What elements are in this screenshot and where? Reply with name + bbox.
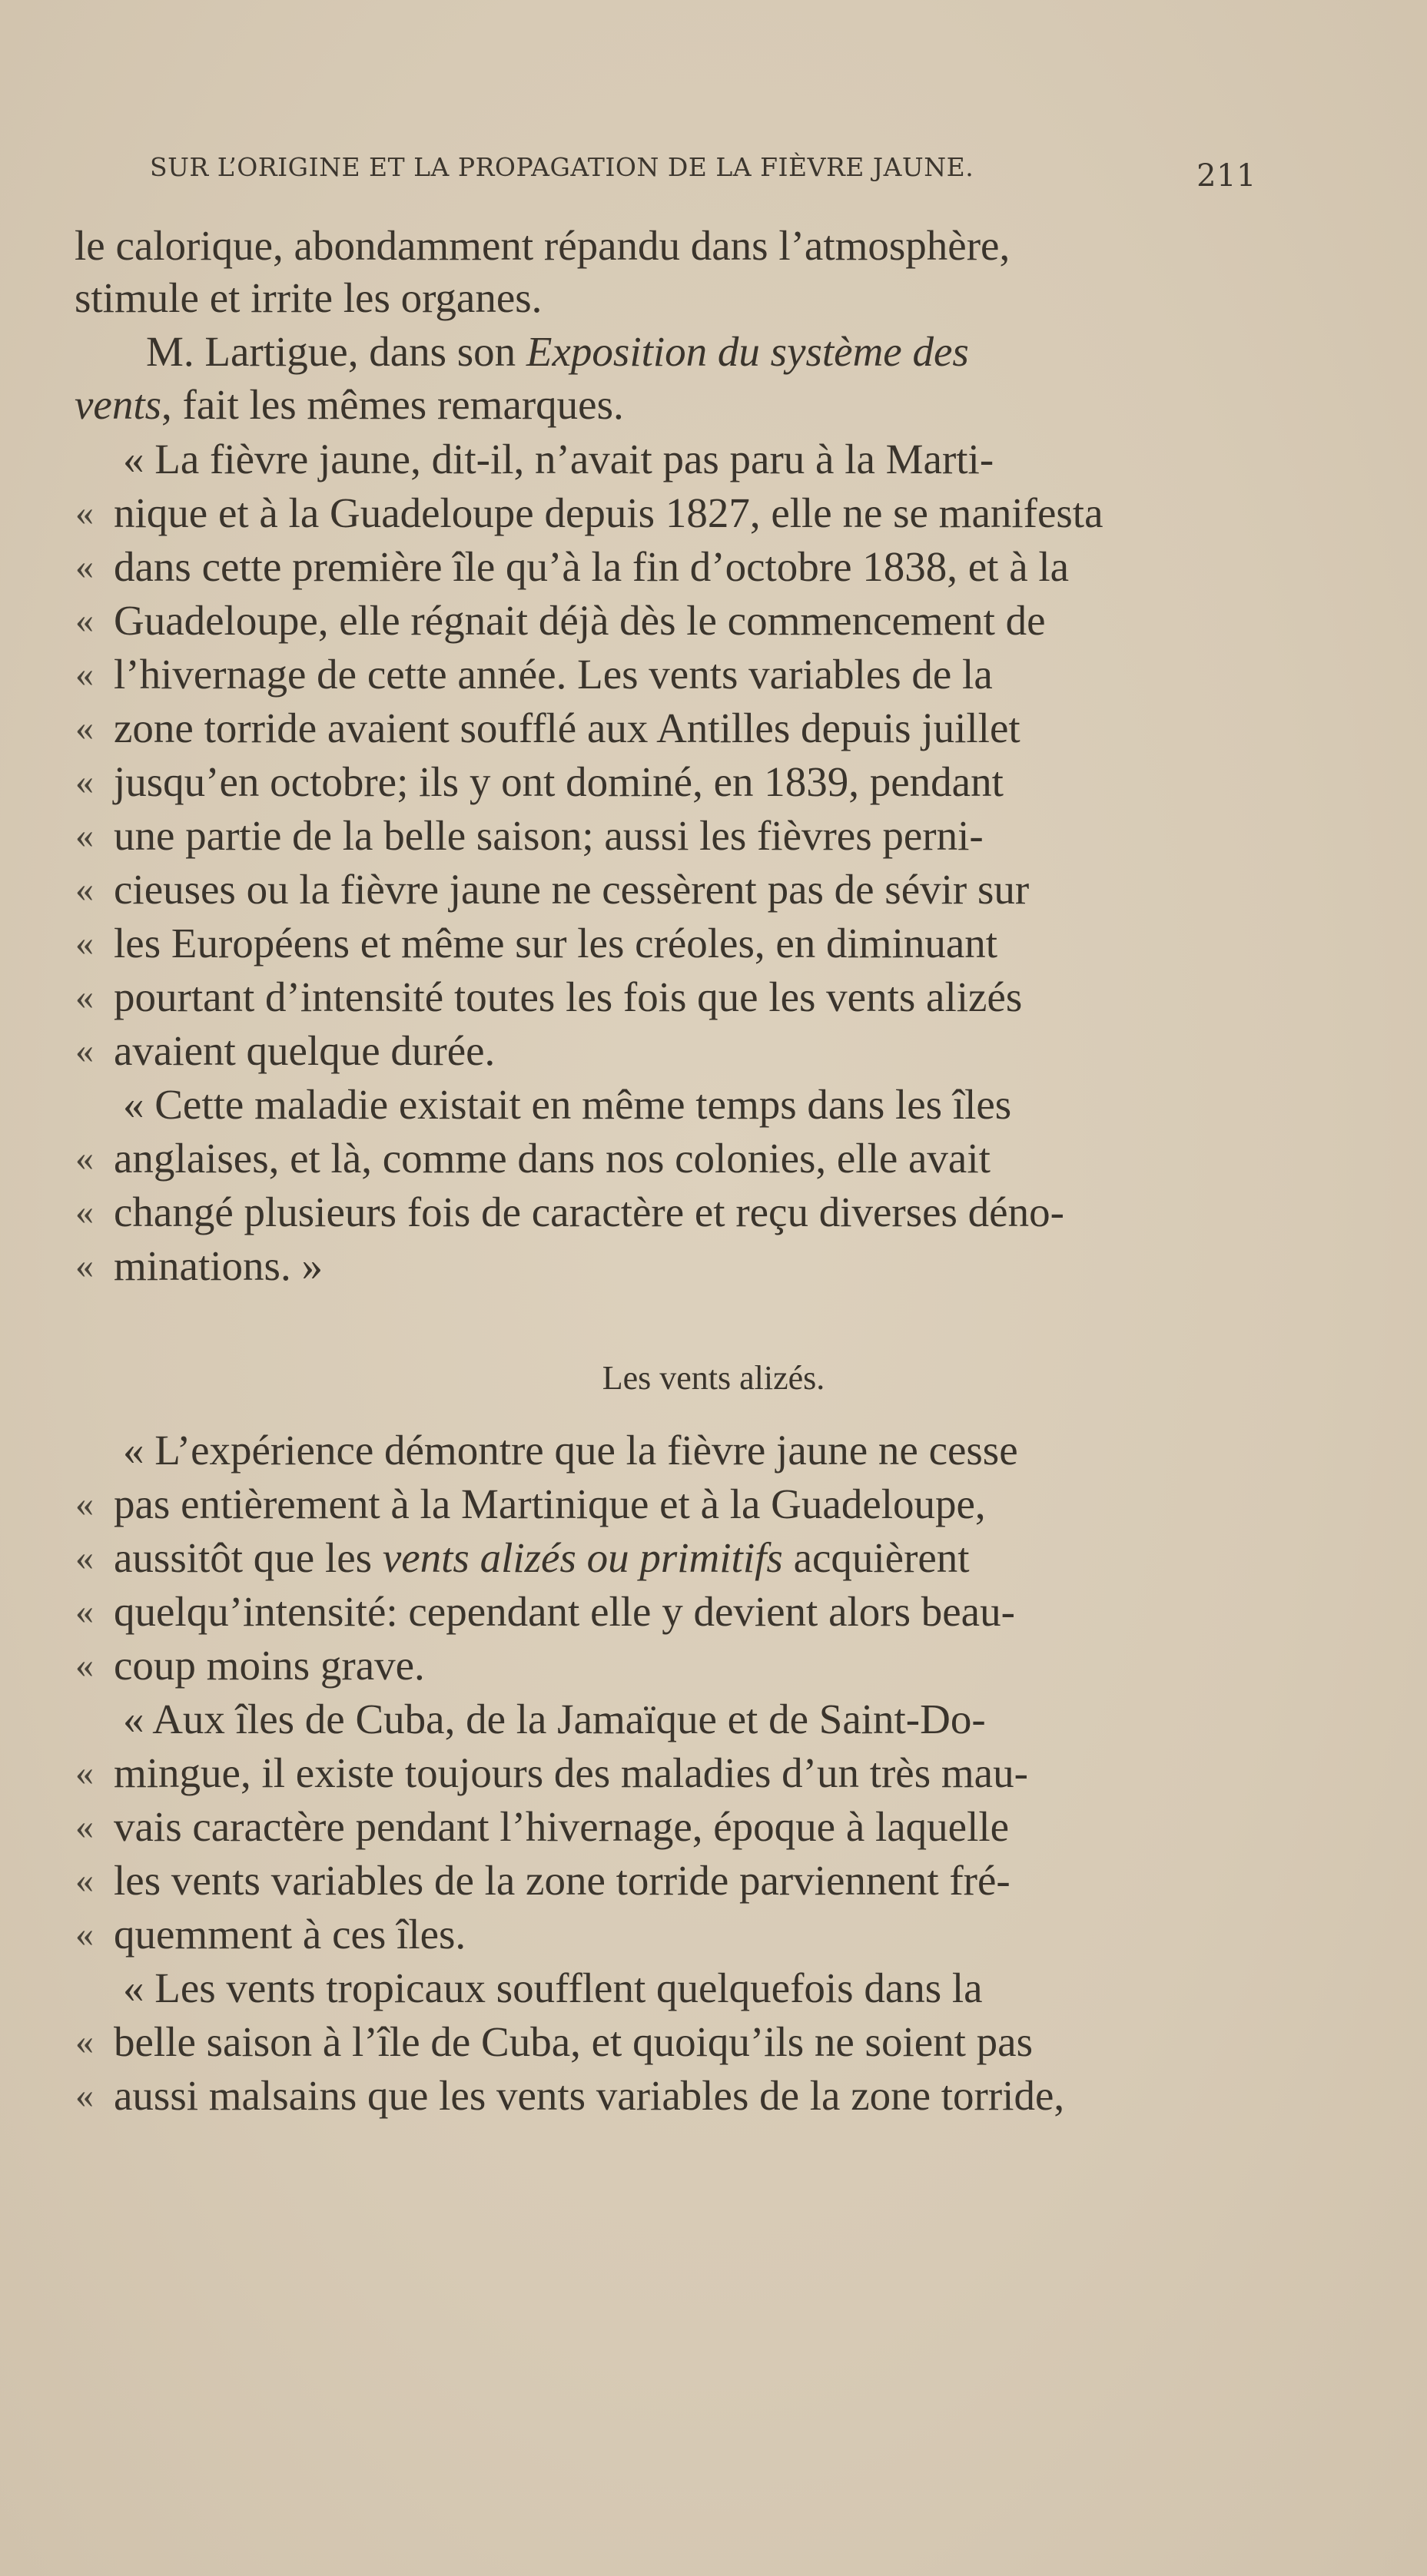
italic-title: Exposition du système des [526,328,969,375]
text-line: pourtant d’intensité toutes les fois que les vents alizés [114,973,1023,1020]
text-line: M. Lartigue, dans son Exposition du système des [146,328,969,375]
quote-mark: « [75,1645,94,1686]
text-line: cieuses ou la fièvre jaune ne cessèrent pas de sévir sur [114,866,1030,913]
text-line: stimule et irrite les organes. [75,274,543,321]
text-line: « La fièvre jaune, dit-il, n’avait pas paru à la Marti- [123,436,994,482]
text-line: anglaises, et là, comme dans nos colonies, elle avait [114,1135,991,1182]
text-line: dans cette première île qu’à la fin d’octobre 1838, et à la [114,543,1070,590]
quote-mark: « [75,1860,94,1901]
quote-mark: « [75,1138,94,1179]
running-header [150,152,1256,198]
quote-mark: « [75,600,94,641]
text-line: « Aux îles de Cuba, de la Jamaïque et de Saint-Do- [123,1696,986,1742]
quote-mark: « [75,1245,94,1286]
text-line: les vents variables de la zone torride parviennent fré- [114,1857,1011,1904]
quote-mark: « [75,815,94,856]
text-line: Guadeloupe, elle régnait déjà dès le commencement de [114,597,1046,644]
text-line: « Cette maladie existait en même temps dans les îles [123,1081,1012,1128]
text-line: avaient quelque durée. [114,1027,496,1074]
quote-mark: « [75,1752,94,1793]
text-line: minations. » [114,1242,323,1289]
text-line: aussi malsains que les vents variables de la zone torride, [114,2072,1065,2119]
running-title: SUR L’ORIGINE ET LA PROPAGATION DE LA FIÈVRE JAUNE. [150,152,974,182]
italic-term: vents alizés ou primitifs [382,1534,783,1581]
quote-mark: « [75,761,94,802]
quote-mark: « [75,1914,94,1954]
text-line: changé plusieurs fois de caractère et reçu diverses déno- [114,1189,1064,1235]
section-subheading: Les vents alizés. [602,1359,825,1397]
quote-mark: « [75,869,94,910]
text-line: « L’expérience démontre que la fièvre jaune ne cesse [123,1427,1018,1474]
quote-mark: « [75,976,94,1017]
text-line: aussitôt que les vents alizés ou primitifs acquièrent [114,1534,970,1581]
quote-mark: « [75,546,94,587]
page-number: 211 [1196,158,1256,194]
quote-mark: « [75,1484,94,1524]
quote-mark: « [75,654,94,695]
text-line: mingue, il existe toujours des maladies d’un très mau- [114,1749,1028,1796]
text-line: belle saison à l’île de Cuba, et quoiqu’ils ne soient pas [114,2018,1033,2065]
quote-mark: « [75,1030,94,1071]
text-line: une partie de la belle saison; aussi les fièvres perni- [114,812,984,859]
quote-mark: « [75,1591,94,1632]
text-line: vents, fait les mêmes remarques. [75,381,624,428]
text-line: jusqu’en octobre; ils y ont dominé, en 1839, pendant [114,758,1004,805]
text-line: les Européens et même sur les créoles, en diminuant [114,920,998,966]
text-line: coup moins grave. [114,1642,425,1689]
text-line: pas entièrement à la Martinique et à la Guadeloupe, [114,1480,986,1527]
text-line: quemment à ces îles. [114,1911,466,1958]
text-line: vais caractère pendant l’hivernage, époque à laquelle [114,1803,1010,1850]
text-line: l’hivernage de cette année. Les vents variables de la [114,651,993,698]
text-line: quelqu’intensité: cependant elle y devient alors beau- [114,1588,1015,1635]
quote-mark: « [75,1537,94,1578]
quote-mark: « [75,923,94,963]
quote-mark: « [75,2021,94,2062]
quote-mark: « [75,2075,94,2116]
quote-mark: « [75,1192,94,1232]
quote-mark: « [75,708,94,748]
quote-mark: « [75,1806,94,1847]
text-line: « Les vents tropicaux soufflent quelquefois dans la [123,1964,983,2011]
quote-mark: « [75,492,94,533]
text-line: zone torride avaient soufflé aux Antilles depuis juillet [114,705,1020,751]
text-line: nique et à la Guadeloupe depuis 1827, elle ne se manifesta [114,489,1103,536]
text-line: le calorique, abondamment répandu dans l’atmosphère, [75,222,1011,269]
